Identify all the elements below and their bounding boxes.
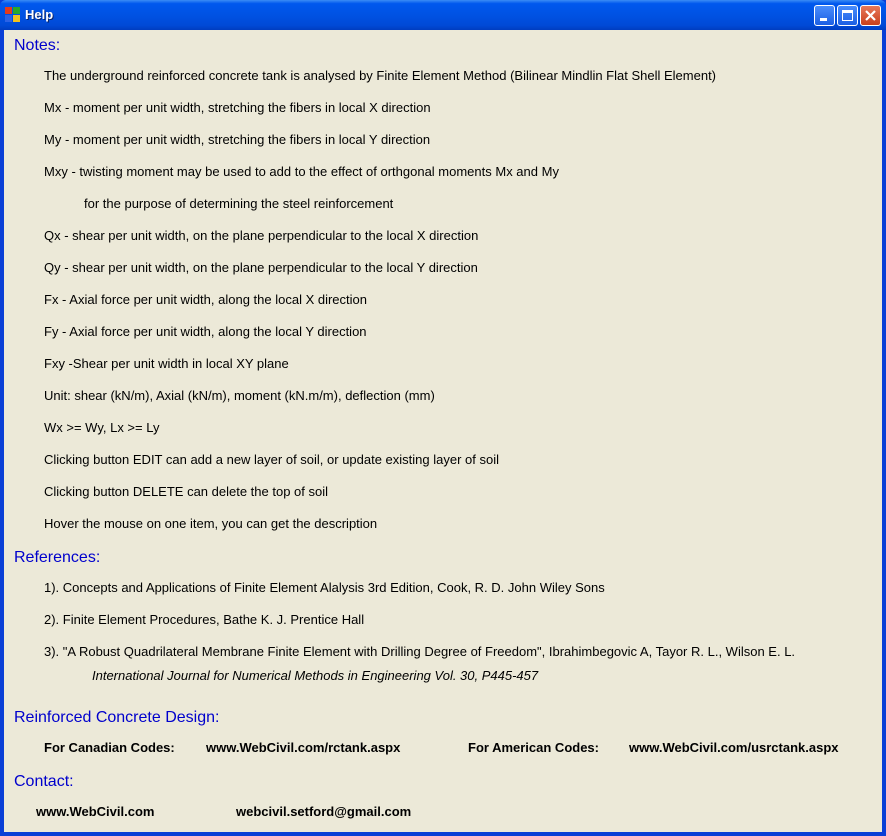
notes-line: Mx - moment per unit width, stretching the fibers in local X direction <box>44 100 431 115</box>
notes-line: My - moment per unit width, stretching the fibers in local Y direction <box>44 132 431 147</box>
maximize-icon <box>842 10 853 21</box>
minimize-button[interactable] <box>814 5 835 26</box>
website-link[interactable]: www.WebCivil.com <box>36 804 155 819</box>
contact-heading: Contact: <box>14 773 74 790</box>
notes-line: Clicking button DELETE can delete the top of soil <box>44 484 328 499</box>
notes-line: Qx - shear per unit width, on the plane perpendicular to the local X direction <box>44 228 479 243</box>
design-heading: Reinforced Concrete Design: <box>14 709 220 726</box>
canadian-codes-link[interactable]: www.WebCivil.com/rctank.aspx <box>206 740 401 755</box>
notes-line: Unit: shear (kN/m), Axial (kN/m), moment (kN.m/m), deflection (mm) <box>44 388 435 403</box>
notes-line: Wx >= Wy, Lx >= Ly <box>44 420 160 435</box>
maximize-button[interactable] <box>837 5 858 26</box>
notes-line: Fy - Axial force per unit width, along the local Y direction <box>44 324 367 339</box>
close-button[interactable] <box>860 5 881 26</box>
minimize-icon <box>820 18 827 21</box>
window-title: Help <box>25 7 54 22</box>
notes-line: for the purpose of determining the steel reinforcement <box>84 196 394 211</box>
reference-item: 1). Concepts and Applications of Finite Element Alalysis 3rd Edition, Cook, R. D. John Wiley Sons <box>44 580 605 595</box>
notes-line: Qy - shear per unit width, on the plane perpendicular to the local Y direction <box>44 260 478 275</box>
american-codes-label: For American Codes: <box>468 740 599 755</box>
notes-line: Fx - Axial force per unit width, along the local X direction <box>44 292 367 307</box>
app-icon <box>5 7 21 23</box>
email-link[interactable]: webcivil.setford@gmail.com <box>236 804 412 819</box>
notes-heading: Notes: <box>14 37 61 54</box>
notes-line: Hover the mouse on one item, you can get the description <box>44 516 378 531</box>
reference-item: 3). "A Robust Quadrilateral Membrane Finite Element with Drilling Degree of Freedom", Ibrahimbegovic A, Tayor R. L., Wilson E. L. <box>44 644 796 659</box>
help-content <box>4 30 882 832</box>
close-icon <box>861 6 880 25</box>
title-bar[interactable] <box>0 0 886 30</box>
reference-item: 2). Finite Element Procedures, Bathe K. J. Prentice Hall <box>44 612 365 627</box>
notes-line: Mxy - twisting moment may be used to add to the effect of orthgonal moments Mx and My <box>44 164 559 179</box>
notes-line: The underground reinforced concrete tank is analysed by Finite Element Method (Bilinear Mindlin Flat Shell Element) <box>44 68 717 83</box>
notes-line: Fxy -Shear per unit width in local XY plane <box>44 356 289 371</box>
references-heading: References: <box>14 549 101 566</box>
american-codes-link[interactable]: www.WebCivil.com/usrctank.aspx <box>629 740 839 755</box>
reference-journal: International Journal for Numerical Methods in Engineering Vol. 30, P445-457 <box>92 668 539 683</box>
notes-line: Clicking button EDIT can add a new layer of soil, or update existing layer of soil <box>44 452 499 467</box>
canadian-codes-label: For Canadian Codes: <box>44 740 175 755</box>
